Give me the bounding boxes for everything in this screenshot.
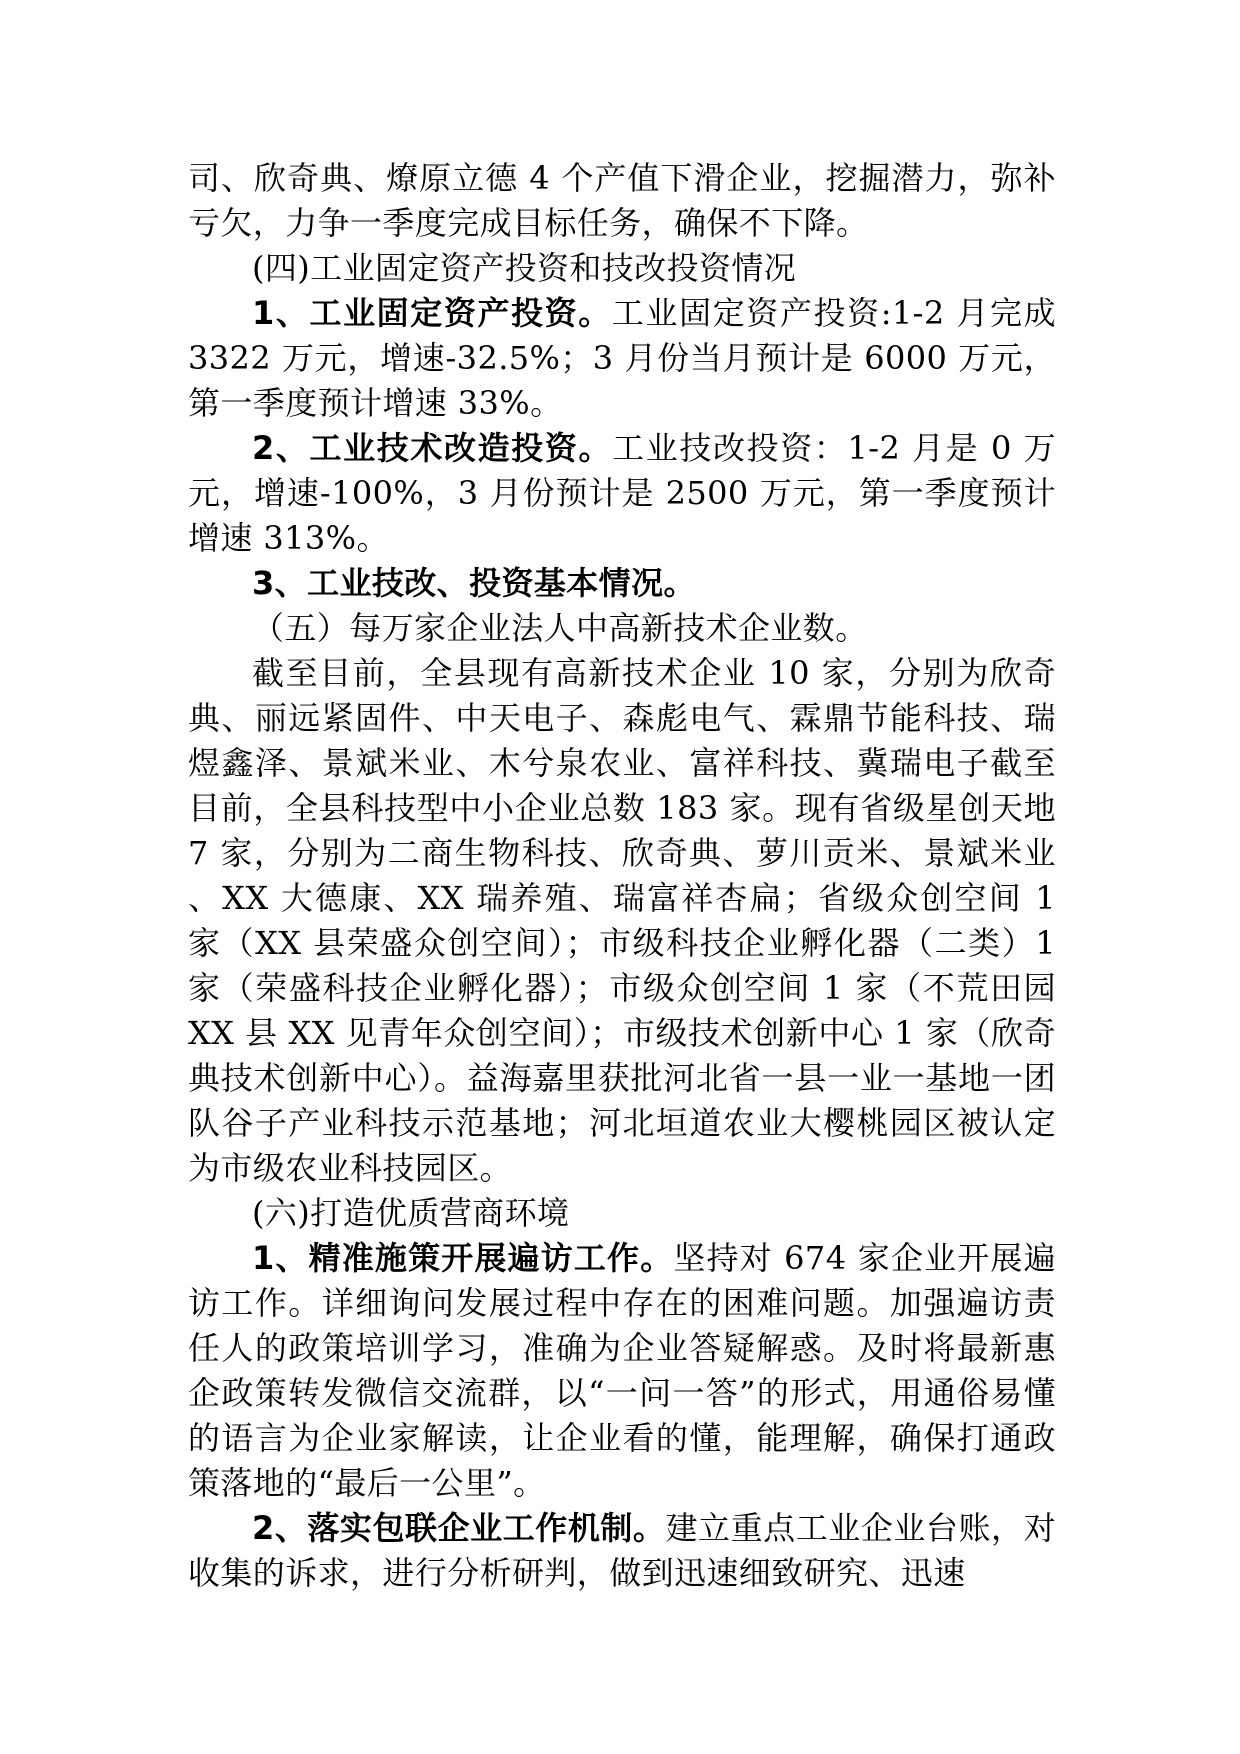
paragraph-text: 截至目前，全县现有高新技术企业 10 家，分别为欣奇典、丽远紧固件、中天电子、森彪电气、霖鼎节能科技、瑞煜鑫泽、景斌米业、木兮泉农业、富祥科技、冀瑞电子截至目前，全县科技型中小企业总数 183 家。现有省级星创天地 7 家，分别为二商生物科技、欣奇典、萝川贡米、景斌米业、XX 大德康、XX 瑞养殖、瑞富祥杏扁；省级众创空间 1 家（XX 县荣盛众创空间）；市级科技企业孵化器（二类）1 家（荣盛科技企业孵化器）；市级众创空间 1 家（不荒田园 XX 县 XX 见青年众创空间）；市级技术创新中心 1 家（欣奇典技术创新中心）。益海嘉里获批河北省一县一业一基地一团队谷子产业科技示范基地；河北垣道农业大樱桃园区被认定为市级农业科技园区。 — [188, 654, 1056, 1187]
paragraph-text: 建立重点工业企业台账，对收集的诉求，进行分析研判，做到迅速细致研究、迅速 — [188, 1509, 1056, 1592]
paragraph-continuation — [188, 156, 1056, 246]
paragraph-visit-work — [188, 1236, 1056, 1506]
document-page — [188, 156, 1056, 1596]
paragraph-high-tech-enterprises — [188, 651, 1056, 1191]
paragraph-text: 司、欣奇典、燎原立德 4 个产值下滑企业，挖掘潜力，弥补亏欠，力争一季度完成目标任务，确保不下降。 — [188, 159, 1056, 242]
paragraph-tech-renovation-investment — [188, 426, 1056, 561]
paragraph-investment-basic — [188, 561, 1056, 606]
section-heading-text: (四)工业固定资产投资和技改投资情况 — [252, 249, 797, 287]
section-heading-text: (六)打造优质营商环境 — [252, 1194, 570, 1232]
section-heading-4 — [188, 246, 1056, 291]
bold-lead-heading: 2、落实包联企业工作机制。 — [252, 1509, 666, 1547]
paragraph-text: 坚持对 674 家企业开展遍访工作。详细询问发展过程中存在的困难问题。加强遍访责任人的政策培训学习，准确为企业答疑解惑。及时将最新惠企政策转发微信交流群，以“一问一答”的形式，用通俗易懂的语言为企业家解读，让企业看的懂，能理解，确保打通政策落地的“最后一公里”。 — [188, 1239, 1056, 1502]
section-heading-5 — [188, 606, 1056, 651]
section-heading-6 — [188, 1191, 1056, 1236]
section-heading-text: （五）每万家企业法人中高新技术企业数。 — [252, 609, 868, 647]
bold-lead-heading: 1、工业固定资产投资。 — [252, 294, 612, 332]
paragraph-text: 工业固定资产投资:1-2 月完成 3322 万元，增速-32.5%；3 月份当月预计是 6000 万元，第一季度预计增速 33%。 — [188, 294, 1056, 422]
paragraph-enterprise-liaison — [188, 1506, 1056, 1596]
bold-lead-heading: 2、工业技术改造投资。 — [252, 429, 613, 467]
bold-lead-heading: 3、工业技改、投资基本情况。 — [252, 564, 696, 602]
paragraph-fixed-asset-investment — [188, 291, 1056, 426]
paragraph-text: 工业技改投资：1-2 月是 0 万元，增速-100%，3 月份预计是 2500 万元，第一季度预计增速 313%。 — [188, 429, 1056, 557]
bold-lead-heading: 1、精准施策开展遍访工作。 — [252, 1239, 674, 1277]
